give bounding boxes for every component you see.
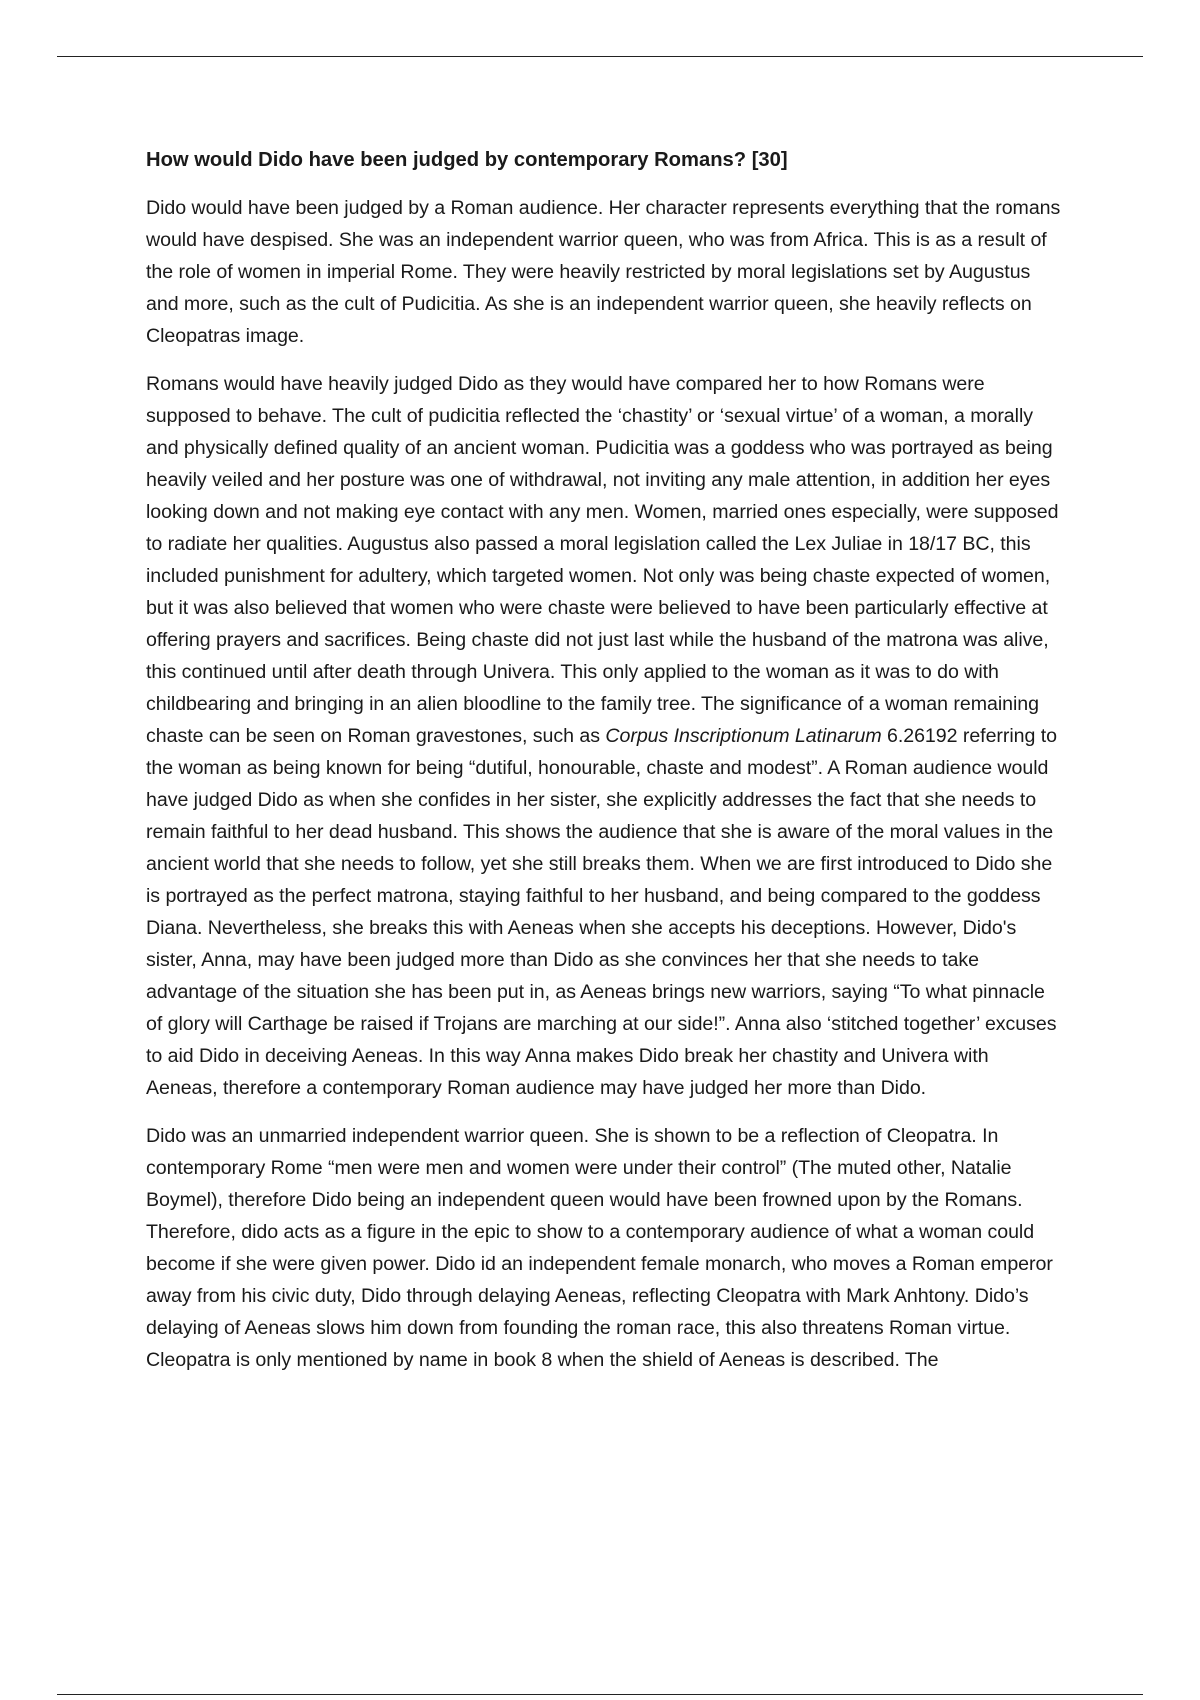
paragraph-2-continuation: 6.26192 referring to the woman as being known for being “dutiful, honourable, chaste and modest”. A Roman audience would have judged Dido as when she confides in her sister, she explicitly addresses the fact that she needs to remain faithful to her dead husband. This shows the audience that she is aware of the moral values in the ancient world that she needs to follow, yet she still breaks them. When we are first introduced to Dido she is portrayed as the perfect matrona, staying faithful to her husband, and being compared to the goddess Diana. Nevertheless, she breaks this with Aeneas when she accepts his deceptions. However, Dido's sister, Anna, may have been judged more than Dido as she convinces her that she needs to take advantage of the situation she has been put in, as Aeneas brings new warriors, saying “To what pinnacle of glory will Carthage be raised if Trojans are marching at our side!”. Anna also ‘stitched together’ excuses to aid Dido in deceiving Aeneas. In this way Anna makes Dido break her chastity and Univera with Aeneas, therefore a contemporary Roman audience may have judged her more than Dido.	[146, 725, 1058, 1099]
paragraph-1: Dido would have been judged by a Roman audience. Her character represents everything that the romans would have despised. She was an independent warrior queen, who was from Africa. This is as a result of the role of women in imperial Rome. They were heavily restricted by moral legislations set by Augustus and more, such as the cult of Pudicitia. As she is an independent warrior queen, she heavily reflects on Cleopatras image.	[146, 197, 1061, 347]
paragraph-2	[146, 368, 1062, 1104]
top-rule	[57, 56, 1143, 57]
essay-question-heading: How would Dido have been judged by contemporary Romans? [30]	[146, 149, 788, 171]
document-body	[146, 146, 1062, 1392]
citation-title: Corpus Inscriptionum Latinarum	[605, 725, 882, 747]
bottom-rule	[57, 1694, 1143, 1695]
paragraph-3: Dido was an unmarried independent warrior queen. She is shown to be a reflection of Cleopatra. In contemporary Rome “men were men and women were under their control” (The muted other, Natalie Boymel), therefore Dido being an independent queen would have been frowned upon by the Romans. Therefore, dido acts as a figure in the epic to show to a contemporary audience of what a woman could become if she were given power. Dido id an independent female monarch, who moves a Roman emperor away from his civic duty, Dido through delaying Aeneas, reflecting Cleopatra with Mark Anhtony. Dido’s delaying of Aeneas slows him down from founding the roman race, this also threatens Roman virtue. Cleopatra is only mentioned by name in book 8 when the shield of Aeneas is described. The	[146, 1125, 1053, 1371]
paragraph-2-text: Romans would have heavily judged Dido as they would have compared her to how Romans were supposed to behave. The cult of pudicitia reflected the ‘chastity’ or ‘sexual virtue’ of a woman, a morally and physically defined quality of an ancient woman. Pudicitia was a goddess who was portrayed as being heavily veiled and her posture was one of withdrawal, not inviting any male attention, in addition her eyes looking down and not making eye contact with any men. Women, married ones especially, were supposed to radiate her qualities. Augustus also passed a moral legislation called the Lex Juliae in 18/17 BC, this included punishment for adultery, which targeted women. Not only was being chaste expected of women, but it was also believed that women who were chaste were believed to have been particularly effective at offering prayers and sacrifices. Being chaste did not just last while the husband of the matrona was alive, this continued until after death through Univera. This only applied to the woman as it was to do with childbearing and bringing in an alien bloodline to the family tree. The significance of a woman remaining chaste can be seen on Roman gravestones, such as	[146, 373, 1059, 747]
